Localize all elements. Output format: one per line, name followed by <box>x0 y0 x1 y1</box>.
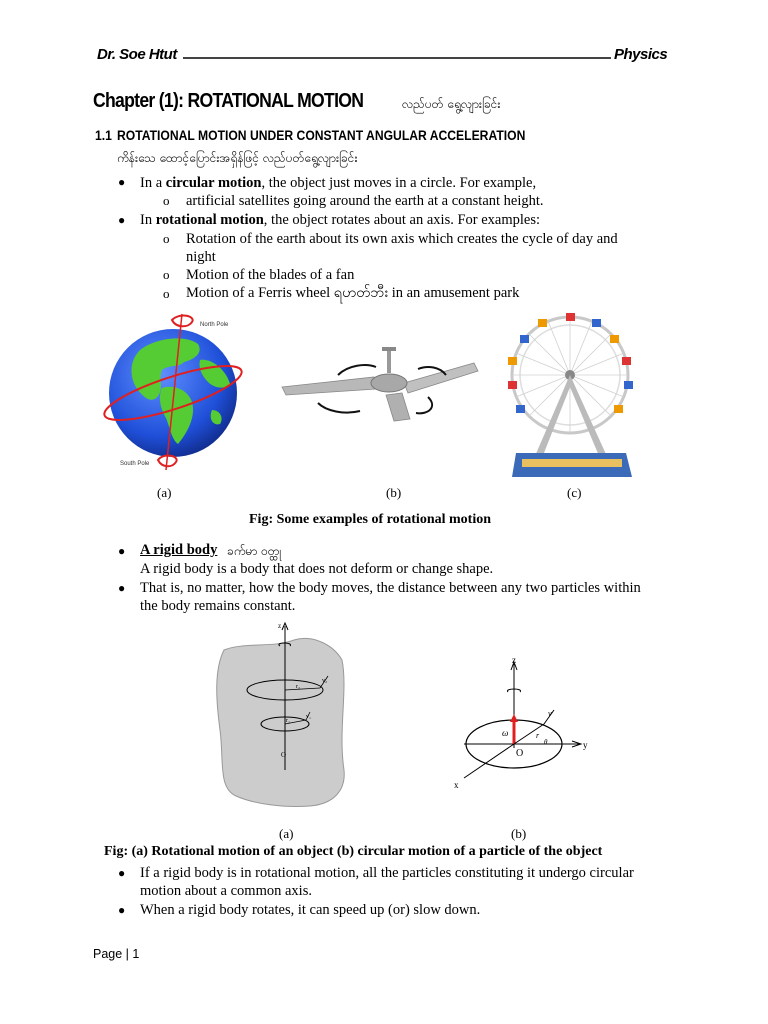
r1-label: r₁ <box>286 718 291 724</box>
rigid-body-distance: That is, no matter, how the body moves, the distance between any two particles within <box>140 580 641 596</box>
header-rule <box>183 57 611 59</box>
ferris-wheel-figure <box>508 303 636 481</box>
rigid-body-definition: A rigid body is a body that does not deform or change shape. <box>140 561 494 577</box>
bullet-rotational-motion: In rotational motion, the object rotates about an axis. For examples: <box>140 212 541 228</box>
bullet-dot: ● <box>118 544 126 558</box>
axis-x <box>464 744 514 778</box>
bullet-dot: ● <box>118 581 126 595</box>
rigid-body-distance-cont: the body remains constant. <box>140 598 296 614</box>
fan-rotation-arrow-1 <box>338 365 376 375</box>
axis-y-label: y <box>583 740 588 750</box>
theta-label: θ <box>544 738 548 746</box>
bullet-dot: ● <box>118 866 126 880</box>
origin-o-label: O <box>516 748 524 759</box>
fan-blade-right <box>404 363 478 393</box>
axis-x-label: x <box>454 780 459 790</box>
v-label: v <box>548 709 552 718</box>
v1-label: v₁ <box>306 714 312 720</box>
circular-motion-figure <box>450 652 600 797</box>
axis-z-label: z <box>278 622 282 630</box>
rigid-body-heading: A rigid body <box>140 542 218 558</box>
fan-rotation-arrow-2 <box>318 403 360 413</box>
fig1-label-b: (b) <box>386 485 402 500</box>
rigid-rotation-statement-cont: motion about a common axis. <box>140 883 312 899</box>
wheel-leg-right <box>570 375 610 463</box>
header-subject: Physics <box>614 46 668 63</box>
sub-bullet-marker: o <box>163 267 170 282</box>
sub-bullet-marker: o <box>163 193 170 208</box>
ceiling-fan-figure <box>278 345 483 425</box>
section-title-myanmar: ကိန်းသေ ထောင့်ပြောင်းအရှိန်ဖြင့် လည်ပတ်ရွေ့လျားခြင်း <box>117 151 358 165</box>
sub-bullet-marker: o <box>163 286 170 301</box>
sub-bullet-ferris-wheel: Motion of a Ferris wheel ရဟတ်ဘီး in an amusement park <box>186 285 520 301</box>
fig1-label-a: (a) <box>157 485 172 500</box>
sub-bullet-earth-rotation-cont: night <box>186 249 216 265</box>
sub-bullet-earth-rotation: Rotation of the earth about its own axis which creates the cycle of day and <box>186 231 618 247</box>
rigid-body-figure <box>214 620 354 810</box>
chapter-title: Chapter (1): ROTATIONAL MOTION <box>93 90 364 112</box>
rigid-body-heading-myanmar: ခက်မာ ဝတ္ထု <box>227 544 282 558</box>
fan-hub <box>371 374 407 392</box>
fig2-caption: Fig: (a) Rotational motion of an object (b) circular motion of a particle of the object <box>104 844 603 859</box>
r2-label: r₂ <box>296 684 301 690</box>
bullet-dot: ● <box>118 175 126 189</box>
fan-rotation-arrow-3 <box>416 397 432 413</box>
rigid-speed-statement: When a rigid body rotates, it can speed up (or) slow down. <box>140 902 481 918</box>
fig1-label-c: (c) <box>567 485 582 500</box>
section-number: 1.1 <box>95 128 112 143</box>
fig2-label-a: (a) <box>279 826 294 841</box>
sub-bullet-satellites: artificial satellites going around the earth at a constant height. <box>186 193 544 209</box>
earth-figure <box>100 310 250 475</box>
fan-blade-left <box>282 377 376 395</box>
bullet-dot: ● <box>118 903 126 917</box>
chapter-title-myanmar: လည်ပတ် ရွေ့လျားခြင်း <box>402 97 501 111</box>
radius-r <box>514 724 544 744</box>
south-pole-label: South Pole <box>120 461 150 467</box>
fan-rod <box>387 351 391 373</box>
section-title: ROTATIONAL MOTION UNDER CONSTANT ANGULAR ACCELERATION <box>117 128 526 143</box>
omega-label: ω <box>502 728 509 738</box>
fig2-label-b: (b) <box>511 826 527 841</box>
header-author: Dr. Soe Htut <box>97 46 177 63</box>
bullet-circular-motion: In a circular motion, the object just moves in a circle. For example, <box>140 175 537 191</box>
axis-z-label: z <box>512 655 516 665</box>
rigid-rotation-statement: If a rigid body is in rotational motion, all the particles constituting it undergo circular <box>140 865 634 881</box>
page-number: Page | 1 <box>93 947 140 961</box>
sub-bullet-fan: Motion of the blades of a fan <box>186 267 355 283</box>
bullet-dot: ● <box>118 213 126 227</box>
fig1-caption: Fig: Some examples of rotational motion <box>249 512 491 527</box>
v2-label: v₂ <box>322 678 328 684</box>
angular-velocity-arrowhead <box>510 714 518 722</box>
origin-o-label: O <box>281 751 287 759</box>
sub-bullet-marker: o <box>163 231 170 246</box>
fan-blade-front <box>386 393 410 421</box>
fan-mount <box>382 347 396 351</box>
rigid-body-shape <box>217 638 344 806</box>
wheel-base-trim <box>522 459 622 467</box>
r-label: r <box>536 731 540 740</box>
north-pole-label: North Pole <box>200 322 229 328</box>
